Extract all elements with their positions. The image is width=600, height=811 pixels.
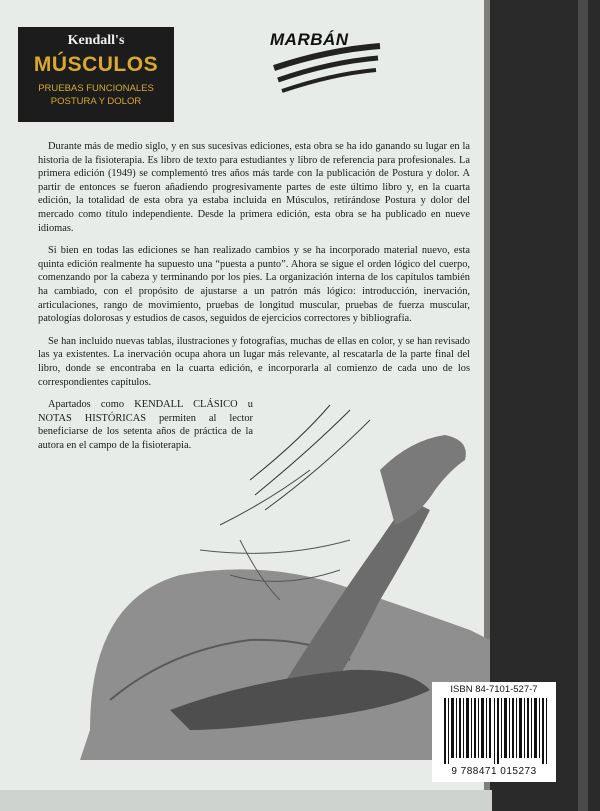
isbn-number: ISBN 84-7101-527-7 xyxy=(450,684,538,695)
title-logo xyxy=(18,27,174,122)
paragraph-1: Durante más de medio siglo, y en sus sucesivas ediciones, esta obra se ha ido ganando su lugar en la historia de la fisioterapia. Es libro de texto para estudiantes y libro de referencia para profesionales. La primera edición (1949) se complementó tres años más tarde con la publicación de Postura y dolor. A partir de entonces se fueron añadiendo progresivamente partes de este último libro y, en la cuarta edición, la totalidad de esta obra ya estaba incluida en Músculos, retirándose Postura y dolor del mercado como título independiente. Desde la primera edición, esta obra se ha publicado en nueve idiomas. xyxy=(38,141,470,234)
barcode-icon xyxy=(444,698,548,764)
logo-subtitle-1: PRUEBAS FUNCIONALES xyxy=(38,83,154,94)
logo-title: MÚSCULOS xyxy=(33,53,159,76)
logo-brand: Kendall's xyxy=(67,33,125,48)
spine-highlight xyxy=(578,0,588,811)
barcode-panel xyxy=(432,682,556,782)
bottom-band xyxy=(0,790,492,811)
publisher-swoosh-icon xyxy=(268,28,383,98)
publisher-logo xyxy=(268,28,383,98)
anatomy-photo-illustration xyxy=(50,400,490,760)
publisher-name: MARBÁN xyxy=(270,30,349,49)
paragraph-2: Si bien en todas las ediciones se han realizado cambios y se ha incorporado material nuevo, esta quinta edición realmente ha supuesto una “puesta a punto”. Ahora se sigue el orden lógico del cuerpo, comenzando por la cabeza y terminando por los pies. La organización interna de los capítulos también ha cambiado, con el propósito de ajustarse a un patrón más lógico: introducción, inervación, articulaciones, rango de movimiento, pruebas de longitud muscular, pruebas de fuerza muscular, patologías dolorosas y estudios de casos, seguidos de ejercicios correctores y bibliografía. xyxy=(38,245,470,325)
ean-number: 9 788471 015273 xyxy=(451,766,537,777)
paragraph-4: Apartados como KENDALL CLÁSICO u NOTAS HISTÓRICAS permiten al lector beneficiarse de los setenta años de práctica de la autora en el campo de la fisioterapia. xyxy=(38,399,253,451)
logo-subtitle-2: POSTURA Y DOLOR xyxy=(50,96,142,107)
paragraph-3: Se han incluido nuevas tablas, ilustraciones y fotografías, muchas de ellas en color, y se han revisado las ya existentes. La inervación ocupa ahora un lugar más relevante, al rescatarla de la parte final del libro, donde se encontraba en la cuarta edición, e incorporarla al comienzo de cada uno de los correspondientes capítulos. xyxy=(38,335,470,388)
